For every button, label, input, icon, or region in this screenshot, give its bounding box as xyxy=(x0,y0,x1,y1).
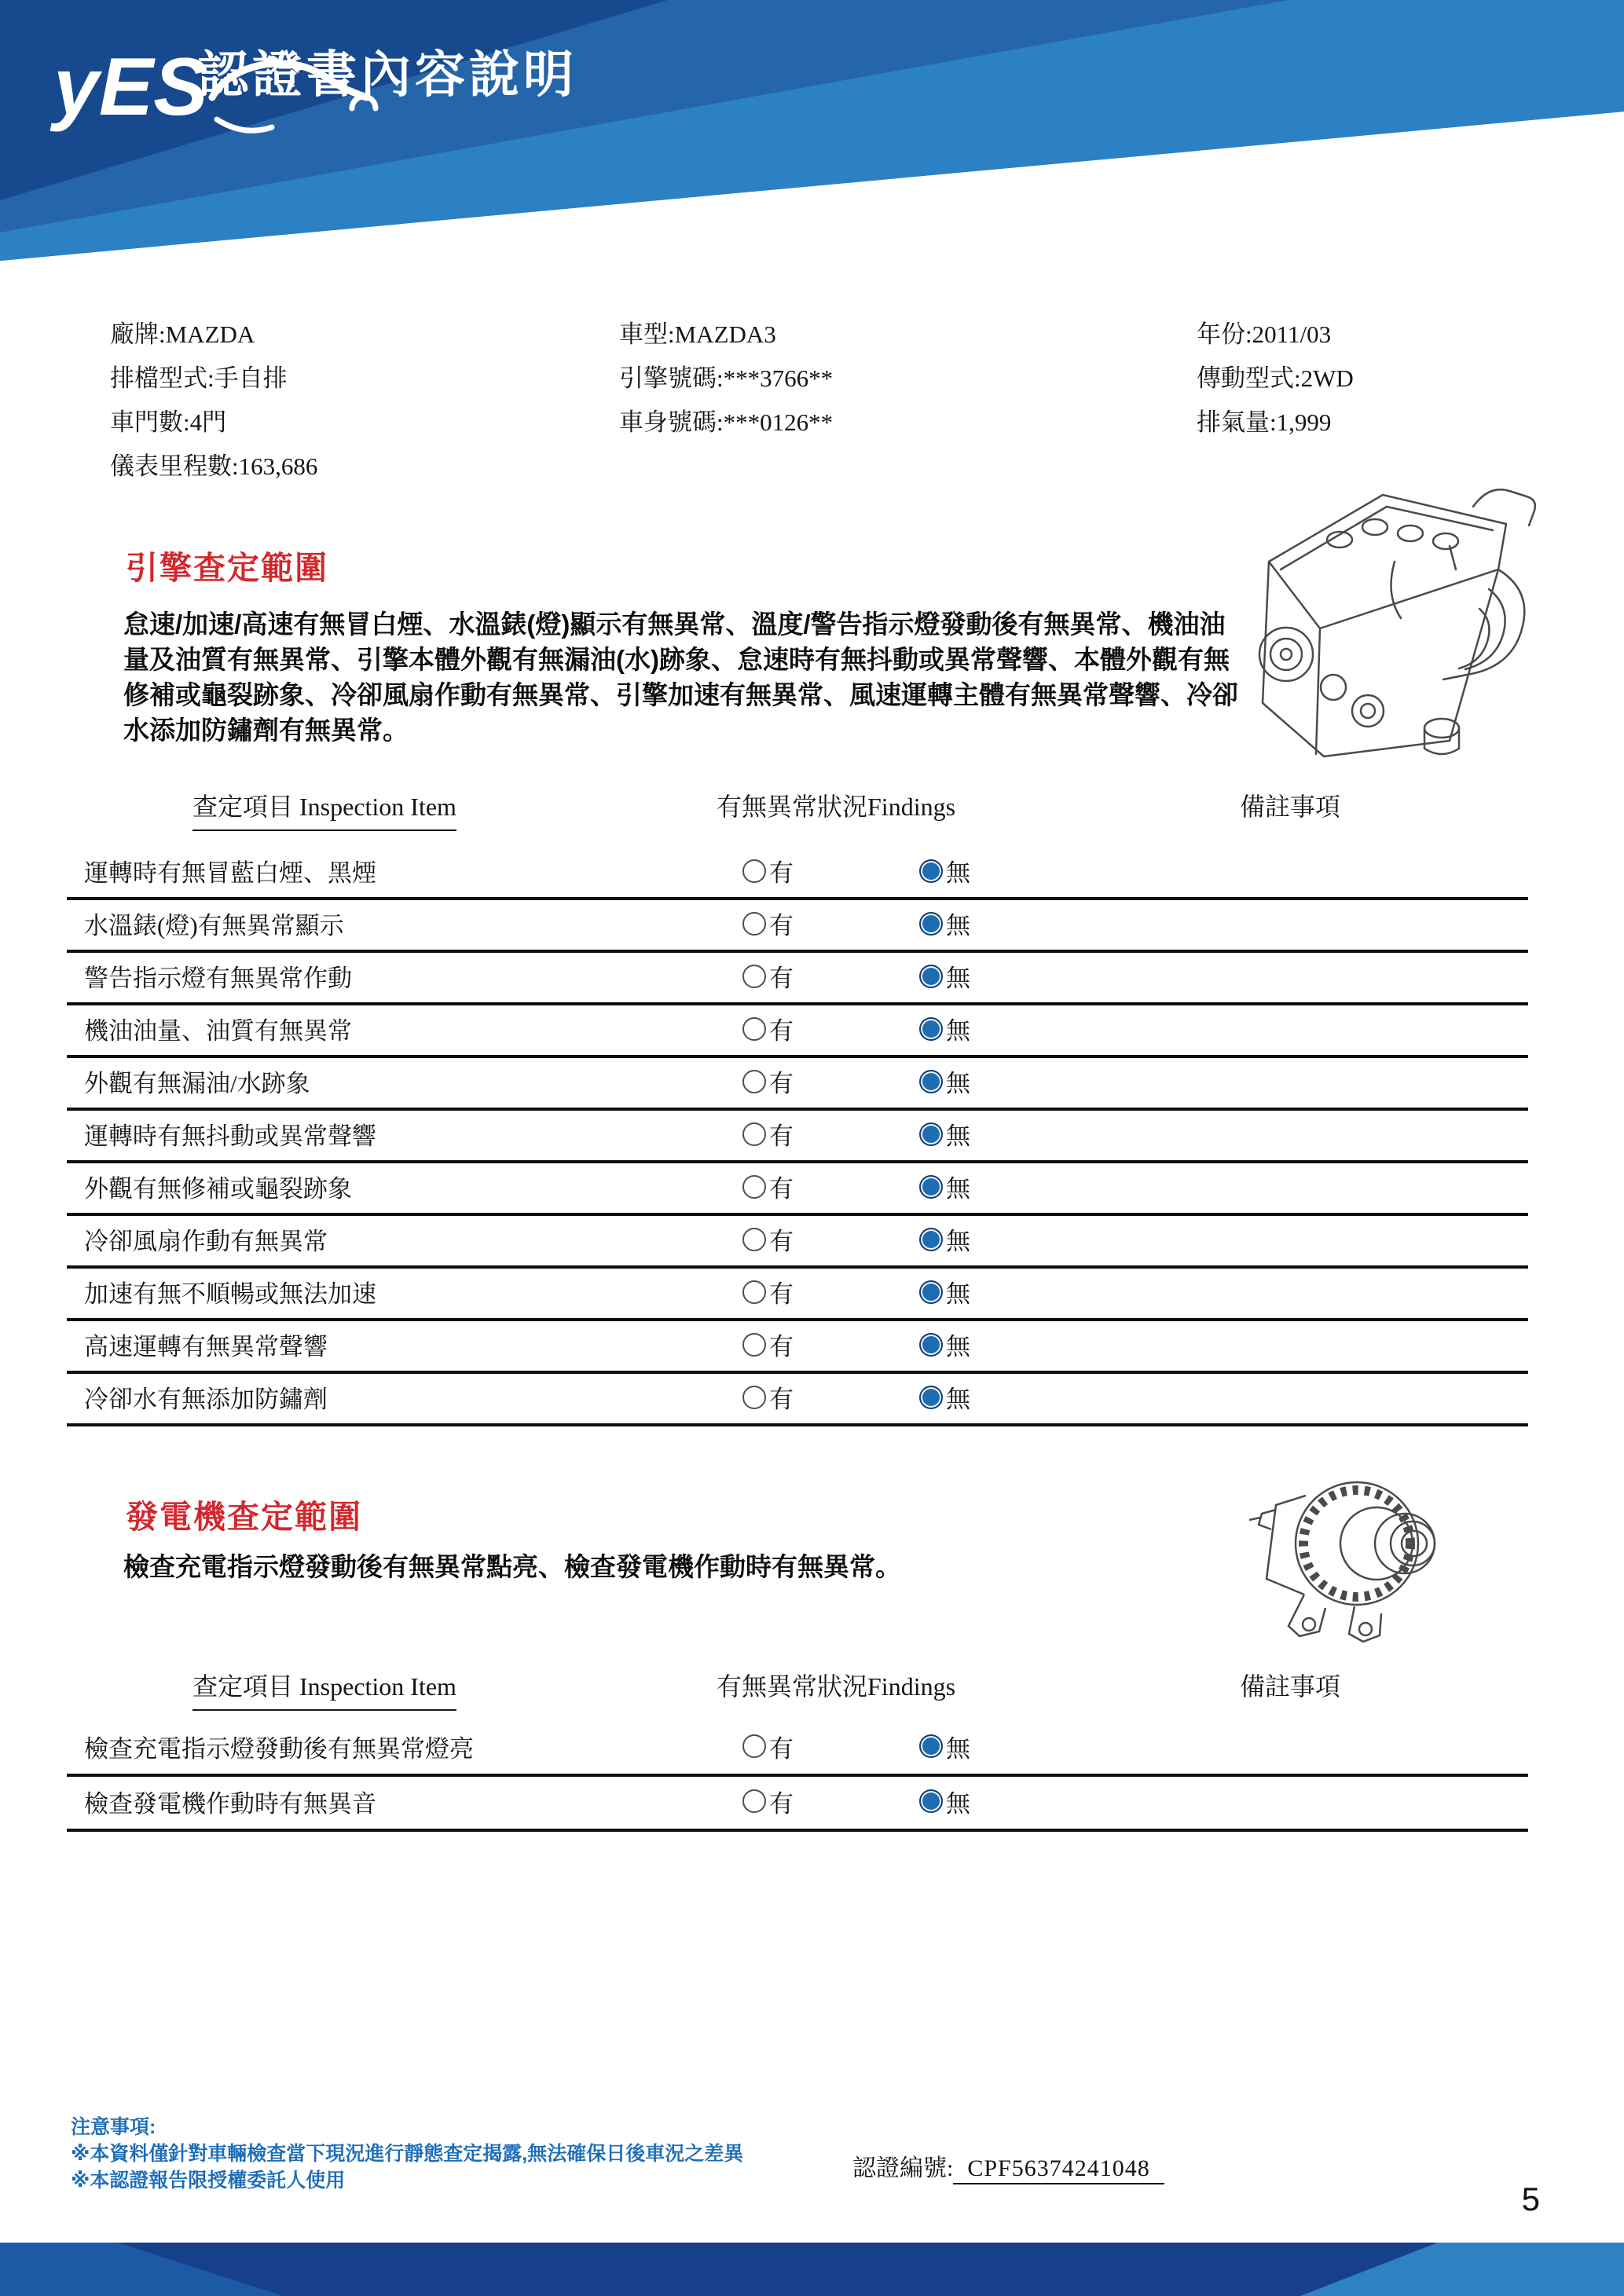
finding-option-no[interactable] xyxy=(919,1777,970,1825)
option-label-no: 無 xyxy=(946,965,970,992)
generator-section-description: 檢查充電指示燈發動後有無異常點亮、檢查發電機作動時有無異常。 xyxy=(123,1552,901,1581)
radio-no-selected[interactable] xyxy=(919,1175,943,1199)
page-title: 認證書內容說明 xyxy=(198,46,577,103)
vehicle-info-column-1 xyxy=(110,313,317,489)
inspection-item-label: 運轉時有無抖動或異常聲響 xyxy=(84,1122,376,1150)
inspection-item-label: 加速有無不順暢或無法加速 xyxy=(84,1280,376,1308)
engine-illustration xyxy=(1214,452,1575,774)
option-label-no: 無 xyxy=(946,1333,970,1360)
finding-option-no[interactable] xyxy=(919,1216,970,1262)
option-label-yes: 有 xyxy=(769,1333,794,1360)
inspection-row xyxy=(67,1005,1528,1058)
vehicle-info-line: 車型:MAZDA3 xyxy=(619,320,776,348)
finding-option-no[interactable] xyxy=(919,1722,970,1771)
certificate-number-label: 認證編號: xyxy=(852,2155,954,2181)
inspection-item-label: 冷卻水有無添加防鏽劑 xyxy=(84,1386,328,1413)
finding-option-yes[interactable] xyxy=(742,1269,794,1315)
radio-yes-unselected[interactable] xyxy=(742,965,766,988)
finding-option-yes[interactable] xyxy=(742,1058,794,1104)
inspection-note xyxy=(1214,900,1512,947)
radio-no-selected[interactable] xyxy=(919,912,943,936)
option-label-no: 無 xyxy=(946,1175,970,1203)
option-label-no: 無 xyxy=(946,1017,970,1045)
inspection-row xyxy=(67,900,1528,953)
inspection-item-label: 檢查發電機作動時有無異音 xyxy=(84,1789,376,1818)
option-label-no: 無 xyxy=(946,1228,970,1255)
engine-section-description: 怠速/加速/高速有無冒白煙、水溫錶(燈)顯示有無異常、溫度/警告指示燈發動後有無異常、機油油量及油質有無異常、引擎本體外觀有無漏油(水)跡象、怠速時有無抖動或異常聲響、本體外觀有無修補或龜裂跡象、冷卻風扇作動有無異常、引擎加速有無異常、風速運轉主體有無異常聲響、冷卻水添加防鏽劑有無異常。 xyxy=(123,610,1238,745)
generator-section-heading: 發電機查定範圍 xyxy=(126,1499,362,1535)
finding-option-no[interactable] xyxy=(919,1374,970,1420)
inspection-row xyxy=(67,1269,1528,1321)
notes-title: 注意事項: xyxy=(71,2116,156,2138)
radio-no-selected[interactable] xyxy=(919,1333,943,1357)
vehicle-info-line: 車身號碼:***0126** xyxy=(619,408,834,436)
option-label-no: 無 xyxy=(946,1122,970,1150)
option-label-yes: 有 xyxy=(769,1789,794,1818)
column-header-notes: 備註事項 xyxy=(1240,1672,1341,1701)
radio-yes-unselected[interactable] xyxy=(742,1122,766,1146)
radio-yes-unselected[interactable] xyxy=(742,1175,766,1199)
note-disclaimer-2: ※本認證報告限授權委託人使用 xyxy=(71,2170,346,2192)
option-label-yes: 有 xyxy=(769,859,794,887)
option-label-no: 無 xyxy=(946,859,970,887)
inspection-row xyxy=(67,1722,1528,1777)
finding-option-yes[interactable] xyxy=(742,1374,794,1420)
finding-option-no[interactable] xyxy=(919,1005,970,1052)
engine-section-heading: 引擎查定範圍 xyxy=(126,550,328,586)
inspection-row xyxy=(67,1216,1528,1269)
finding-option-no[interactable] xyxy=(919,1163,970,1210)
finding-option-yes[interactable] xyxy=(742,953,794,999)
engine-inspection-table xyxy=(67,848,1528,1426)
certificate-number-row xyxy=(852,2148,1164,2183)
option-label-yes: 有 xyxy=(769,1070,794,1097)
finding-option-yes[interactable] xyxy=(742,1111,794,1157)
inspection-note xyxy=(1214,1163,1512,1210)
option-label-no: 無 xyxy=(946,1734,970,1763)
footer-banner xyxy=(0,2243,1624,2296)
finding-option-no[interactable] xyxy=(919,1321,970,1368)
column-header-item: 查定項目 Inspection Item xyxy=(192,1667,456,1711)
inspection-row xyxy=(67,953,1528,1005)
finding-option-yes[interactable] xyxy=(742,1005,794,1052)
finding-option-yes[interactable] xyxy=(742,848,794,894)
option-label-yes: 有 xyxy=(769,1228,794,1255)
radio-no-selected[interactable] xyxy=(919,1017,943,1041)
radio-yes-unselected[interactable] xyxy=(742,1228,766,1251)
finding-option-yes[interactable] xyxy=(742,1216,794,1262)
vehicle-info-line: 廠牌:MAZDA xyxy=(110,320,255,348)
radio-yes-unselected[interactable] xyxy=(742,859,766,883)
inspection-item-label: 外觀有無漏油/水跡象 xyxy=(84,1070,310,1097)
option-label-yes: 有 xyxy=(769,1734,794,1763)
note-disclaimer-1: ※本資料僅針對車輛檢查當下現況進行靜態查定揭露,無法確保日後車況之差異 xyxy=(71,2143,744,2165)
alternator-illustration xyxy=(1227,1463,1494,1647)
finding-option-yes[interactable] xyxy=(742,1777,794,1825)
certificate-number-value: CPF56374241048 xyxy=(953,2155,1164,2184)
radio-no-selected[interactable] xyxy=(919,859,943,883)
radio-yes-unselected[interactable] xyxy=(742,1017,766,1041)
inspection-note xyxy=(1214,1216,1512,1262)
finding-option-no[interactable] xyxy=(919,1269,970,1315)
radio-yes-unselected[interactable] xyxy=(742,1333,766,1357)
finding-option-no[interactable] xyxy=(919,953,970,999)
option-label-yes: 有 xyxy=(769,1386,794,1413)
finding-option-no[interactable] xyxy=(919,848,970,894)
radio-no-selected[interactable] xyxy=(919,1734,943,1758)
finding-option-yes[interactable] xyxy=(742,1722,794,1771)
inspection-item-label: 運轉時有無冒藍白煙、黑煙 xyxy=(84,859,376,887)
inspection-note xyxy=(1214,1005,1512,1052)
finding-option-no[interactable] xyxy=(919,900,970,947)
radio-yes-unselected[interactable] xyxy=(742,1280,766,1304)
generator-inspection-table xyxy=(67,1722,1528,1832)
inspection-item-label: 冷卻風扇作動有無異常 xyxy=(84,1228,328,1255)
option-label-yes: 有 xyxy=(769,912,794,939)
option-label-yes: 有 xyxy=(769,1175,794,1203)
radio-no-selected[interactable] xyxy=(919,1386,943,1409)
inspection-row xyxy=(67,1777,1528,1832)
inspection-row xyxy=(67,1058,1528,1111)
inspection-item-label: 警告指示燈有無異常作動 xyxy=(84,965,352,992)
page-number: 5 xyxy=(1521,2181,1540,2217)
finding-option-yes[interactable] xyxy=(742,900,794,947)
inspection-row xyxy=(67,1374,1528,1426)
radio-no-selected[interactable] xyxy=(919,1228,943,1251)
logo-text: yES xyxy=(53,42,208,133)
vehicle-info-line: 引擎號碼:***3766** xyxy=(619,364,834,392)
inspection-item-label: 外觀有無修補或龜裂跡象 xyxy=(84,1175,352,1203)
finding-option-no[interactable] xyxy=(919,1058,970,1104)
finding-option-yes[interactable] xyxy=(742,1163,794,1210)
vehicle-info-line: 傳動型式:2WD xyxy=(1197,364,1354,392)
finding-option-yes[interactable] xyxy=(742,1321,794,1368)
inspection-note xyxy=(1214,1269,1512,1315)
radio-no-selected[interactable] xyxy=(919,1280,943,1304)
inspection-item-label: 檢查充電指示燈發動後有無異常燈亮 xyxy=(84,1734,474,1763)
inspection-note xyxy=(1214,1321,1512,1368)
vehicle-info-column-3 xyxy=(1197,313,1354,445)
column-header-item: 查定項目 Inspection Item xyxy=(192,787,456,831)
option-label-yes: 有 xyxy=(769,1280,794,1308)
column-header-findings: 有無異常狀況Findings xyxy=(717,1672,956,1701)
radio-no-selected[interactable] xyxy=(919,1122,943,1146)
inspection-item-label: 機油油量、油質有無異常 xyxy=(84,1017,352,1045)
finding-option-no[interactable] xyxy=(919,1111,970,1157)
inspection-note xyxy=(1214,1058,1512,1104)
option-label-yes: 有 xyxy=(769,1122,794,1150)
inspection-note xyxy=(1214,1777,1512,1825)
radio-yes-unselected[interactable] xyxy=(742,1070,766,1093)
radio-no-selected[interactable] xyxy=(919,1789,943,1813)
inspection-item-label: 高速運轉有無異常聲響 xyxy=(84,1333,328,1360)
option-label-no: 無 xyxy=(946,1280,970,1308)
option-label-no: 無 xyxy=(946,912,970,939)
radio-yes-unselected[interactable] xyxy=(742,1386,766,1409)
option-label-no: 無 xyxy=(946,1070,970,1097)
option-label-no: 無 xyxy=(946,1386,970,1413)
inspection-row xyxy=(67,848,1528,900)
radio-no-selected[interactable] xyxy=(919,1070,943,1093)
vehicle-info-column-2 xyxy=(619,313,833,445)
inspection-row xyxy=(67,1321,1528,1374)
radio-yes-unselected[interactable] xyxy=(742,912,766,936)
radio-no-selected[interactable] xyxy=(919,965,943,988)
vehicle-info-line: 排氣量:1,999 xyxy=(1197,408,1332,436)
vehicle-info-line: 儀表里程數:163,686 xyxy=(110,452,318,480)
option-label-no: 無 xyxy=(946,1789,970,1818)
inspection-note xyxy=(1214,848,1512,894)
engine-table-header xyxy=(67,787,1528,826)
vehicle-info-line: 年份:2011/03 xyxy=(1197,320,1332,348)
column-header-notes: 備註事項 xyxy=(1240,793,1341,821)
radio-yes-unselected[interactable] xyxy=(742,1789,766,1813)
inspection-row xyxy=(67,1163,1528,1216)
radio-yes-unselected[interactable] xyxy=(742,1734,766,1758)
inspection-row xyxy=(67,1111,1528,1163)
vehicle-info-line: 車門數:4門 xyxy=(110,408,227,436)
option-label-yes: 有 xyxy=(769,965,794,992)
inspection-note xyxy=(1214,1374,1512,1420)
inspection-note xyxy=(1214,953,1512,999)
option-label-yes: 有 xyxy=(769,1017,794,1045)
inspection-item-label: 水溫錶(燈)有無異常顯示 xyxy=(84,912,344,939)
vehicle-info-line: 排檔型式:手自排 xyxy=(110,364,288,392)
column-header-findings: 有無異常狀況Findings xyxy=(717,793,956,821)
generator-table-header xyxy=(67,1667,1528,1706)
inspection-note xyxy=(1214,1111,1512,1157)
inspection-note xyxy=(1214,1722,1512,1771)
